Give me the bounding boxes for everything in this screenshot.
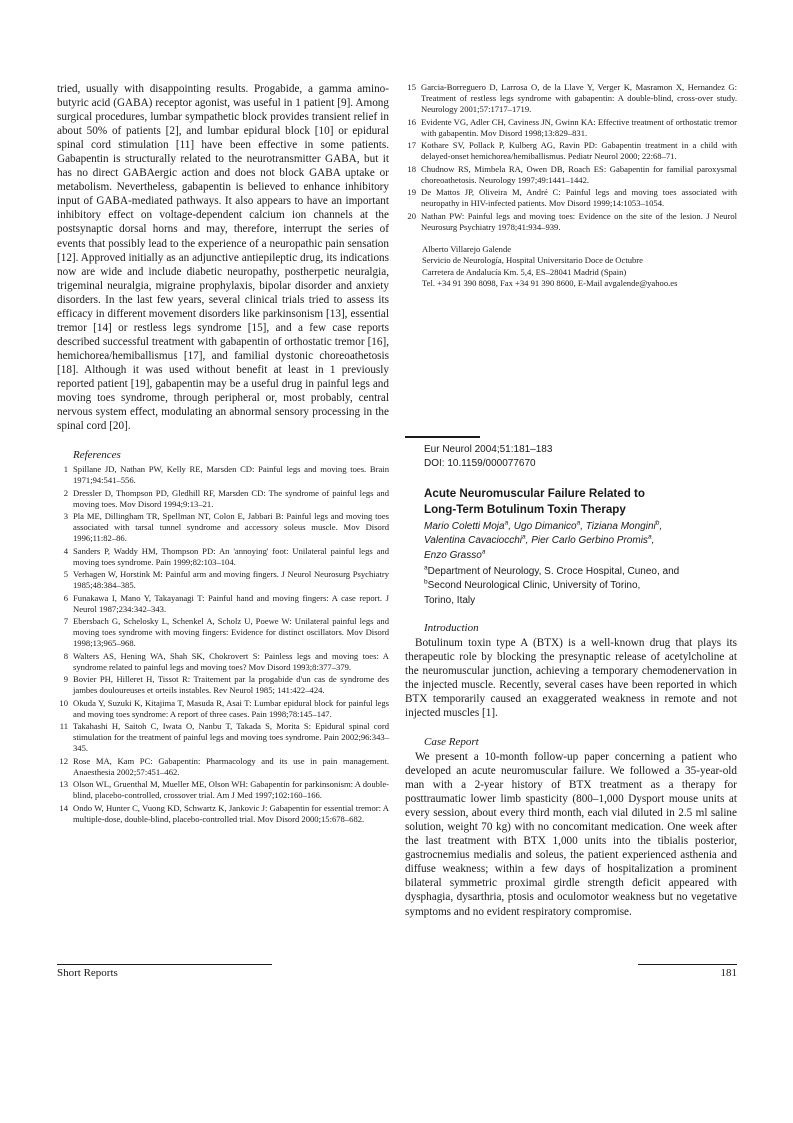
article-title: [424, 486, 724, 518]
reference-number: 4: [63, 545, 68, 556]
reference-number: 10: [59, 697, 68, 708]
case-report-heading: Case Report: [424, 736, 479, 748]
case-report-section: [405, 735, 737, 919]
citation-journal: Eur Neurol 2004;51:181–183: [424, 444, 553, 455]
reference-text: Okuda Y, Suzuki K, Kitajima T, Masuda R, Asai T: Lumbar epidural block for painful legs and moving toes syndrome: A report of three cases. Pain 1998;78:145–147.: [73, 697, 389, 719]
reference-text: Evidente VG, Adler CH, Caviness JN, Gwinn KA: Effective treatment of orthostatic tremor with gabapentin. Mov Disord 1998;13:829–831.: [421, 116, 737, 138]
reference-item: [57, 511, 389, 544]
affiliation-mark: a: [522, 533, 526, 541]
author-separator: ,: [651, 535, 655, 547]
affiliation-mark: a: [576, 519, 581, 527]
author-name: Tiziana Mongini: [585, 521, 656, 532]
reference-item: [405, 211, 737, 233]
reference-item: [57, 593, 389, 615]
footer-section-name: Short Reports: [57, 967, 118, 979]
author-name: Mario Coletti Moja: [424, 521, 505, 532]
reference-text: Nathan PW: Painful legs and moving toes: Evidence on the site of the lesion. J Neurol Neurosurg Psychiatry 1978;41:934–939.: [421, 210, 737, 232]
reference-list-continued: [405, 82, 737, 233]
reference-text: Pla ME, Dillingham TR, Spellman NT, Colon E, Jabbari B: Painful legs and moving toes associated with tarsal tunnel syndrome and accessory soleus muscle. Mov Disord 1996;11:82–86.: [73, 511, 389, 544]
reference-text: Rose MA, Kam PC: Gabapentin: Pharmacology and its use in pain management. Anaesthesia 2002;57:451–462.: [73, 755, 389, 777]
affiliation-line: [424, 579, 729, 593]
introduction-heading: Introduction: [424, 622, 479, 634]
author-name: Enzo Grasso: [424, 549, 482, 561]
reference-item: [57, 803, 389, 825]
author-name: Valentina Cavaciocchi: [424, 535, 523, 547]
reference-number: 9: [63, 674, 68, 685]
author-separator: ,: [659, 521, 663, 532]
introduction-text: Botulinum toxin type A (BTX) is a well-known drug that plays its therapeutic role by blocking the presynaptic release of acetylcholine at the neuromuscular junction, achieving a temporary chemodenervation in the injected muscle. Recently, several cases have been reported in which BTX temporarily caused an exaggerated weakness in remote and not injected muscles [1].: [405, 637, 737, 720]
body-paragraph: tried, usually with disappointing results. Progabide, a gamma aminobutyric acid (GABA) receptor agonist, was useful in 1 patient [9]. Among surgical procedures, lumbar sympathetic block provides transient relief in about 50% of patients [2], and lumbar epidural block [10] or epidural spinal cord stimulation [11] have been effective in some patients. Gabapentin is structurally related to the neurotransmitter GABA, but it has no direct GABAergic action and does not block GABA uptake or metabolism. Nevertheless, gabapentin is believed to enhance inhibitory input of GABA-mediated pathways. It also appears to have an important inhibitory effect on voltage-dependent calcium ion channels at the postsynaptic dorsal horns and may, therefore, interrupt the series of events that possibly lead to the experience of a neuropathic pain sensation [12]. Approved initially as an adjunctive antiepileptic drug, its indications now are wide and include diabetic neuropathy, postherpetic neuralgia, trigeminal neuralgia, migraine prophylaxis, bipolar disorder and anxiety disorders. In the last few years, several clinical trials tried to assess its efficacy in different movement disorders like parkinsonism [13], essential tremor [14] or restless legs syndrome [15], and a few case reports described successful treatment with gabapentin of orthostatic tremor [16], hemichorea/hemiballismus [17], and familial dystonic choreoathetosis [18]. Although it was used without benefit at least in 1 previously reported patient [19], gabapentin may be a useful drug in painful legs and moving toes syndrome, through peripheral or, most probably, central nervous system effect, modulating an abnormal sensory processing in the spinal cord [20].: [57, 83, 389, 433]
affiliation-mark: a: [424, 564, 428, 572]
left-column: [57, 82, 389, 826]
author-name: Ugo Dimanico: [513, 521, 577, 532]
affiliation-mark: b: [655, 519, 660, 527]
reference-number: 17: [407, 140, 416, 151]
reference-text: Ondo W, Hunter C, Vuong KD, Schwartz K, Jankovic J: Gabapentin for essential tremor: A multiple-dose, double-blind, placebo-controlled trial. Mov Disord 2000;15:678–682.: [73, 802, 389, 824]
signature-line: Servicio de Neurología, Hospital Universitario Doce de Octubre: [422, 255, 643, 266]
reference-item: [57, 651, 389, 673]
reference-text: De Mattos JP, Oliveira M, André C: Painful legs and moving toes associated with neuropathy in HIV-infected patients. Mov Disord 1999;14:1053–1054.: [421, 187, 737, 209]
reference-number: 3: [63, 511, 68, 522]
affiliation-mark: a: [647, 533, 652, 541]
reference-text: Bovier PH, Hilleret H, Tissot R: Traitement par la progabide d'un cas de syndrome des jambes douloureuses et orteils instables. Rev Neurol 1985; 141:422–424.: [73, 674, 389, 696]
reference-number: 2: [63, 487, 68, 498]
reference-text: Spillane JD, Nathan PW, Kelly RE, Marsden CD: Painful legs and moving toes. Brain 1971;94:541–556.: [73, 464, 389, 486]
reference-number: 8: [63, 650, 68, 661]
article-divider: [405, 436, 480, 438]
reference-number: 6: [63, 592, 68, 603]
signature-line: Tel. +34 91 390 8098, Fax +34 91 390 8600, E-Mail avgalende@yahoo.es: [422, 277, 678, 288]
reference-number: 15: [407, 82, 416, 92]
article-authors: [424, 520, 729, 563]
case-report-text: We present a 10-month follow-up paper concerning a patient who developed an acute neuromuscular failure. We followed a 35-year-old man with a 2-year history of BTX treatment as a therapy for posttraumatic lower limb spasticity (800–1,000 Dysport mouse units at every session, about every third month, each vial diluted in 2.5 ml saline solution, weight 70 kg) with no concomitant medication. One week after the last treatment with BTX 1,000 units into the tibialis posterior, gastrocnemius medialis and soleus, the patient experienced asthenia and diffuse weakness; within a few days of hospitalization a prominent bilateral symmetric proximal girdle strength deficit appeared with dysphagia, dysarthria, ptosis and oculomotor weakness but no vegetative symptoms and no evident respiratory compromise.: [405, 751, 737, 918]
reference-item: [405, 82, 737, 115]
reference-number: 19: [407, 187, 416, 198]
affiliation-line: [424, 565, 729, 579]
reference-item: [405, 187, 737, 209]
affiliation-mark: b: [424, 578, 428, 586]
reference-text: Verhagen W, Horstink M: Painful arm and moving fingers. J Neurol Neurosurg Psychiatry 1985;48:384–385.: [73, 569, 389, 591]
reference-item: [57, 779, 389, 801]
reference-text: Walters AS, Hening WA, Shah SK, Chokrovert S: Painless legs and moving toes: A syndrome related to painful legs and moving toes? Mov Disord 1993;8:377–379.: [73, 650, 389, 672]
affiliation-text: Second Neurological Clinic, University of Torino,: [427, 580, 641, 592]
footer-rule: [57, 964, 272, 965]
reference-number: 12: [59, 755, 68, 766]
article-title-line: Acute Neuromuscular Failure Related to: [424, 487, 645, 500]
reference-text: Chudnow RS, Mimbela RA, Owen DB, Roach ES: Gabapentin for familial paroxysmal choreoathetosis. Neurology 1997;49:1441–1442.: [421, 163, 737, 185]
page-number: 181: [720, 967, 737, 979]
reference-number: 1: [63, 464, 68, 475]
reference-number: 18: [407, 163, 416, 174]
affiliation-text: Department of Neurology, S. Croce Hospital, Cuneo, and: [427, 566, 680, 577]
author-separator: ,: [525, 535, 532, 547]
references-heading: References: [73, 449, 121, 462]
reference-text: Funakawa I, Mano Y, Takayanagi T: Painful hand and moving fingers: A case report. J Neurol 1987;234:342–343.: [73, 592, 389, 614]
reference-number: 7: [63, 616, 68, 627]
reference-item: [57, 674, 389, 696]
reference-text: Dressler D, Thompson PD, Gledhill RF, Marsden CD: The syndrome of painful legs and moving toes. Mov Disord 1994;9:13–21.: [73, 487, 389, 509]
author-separator: ,: [580, 521, 586, 532]
reference-list: [57, 464, 389, 825]
reference-text: Olson WL, Gruenthal M, Mueller ME, Olson WH: Gabapentin for parkinsonism: A double-blind, placebo-controlled, crossover trial. Am J Med 1997;102:160–166.: [73, 779, 389, 801]
reference-item: [405, 140, 737, 162]
reference-text: Kothare SV, Pollack P, Kulberg AG, Ravin PD: Gabapentin treatment in a child with delayed-onset hemichorea/hemiballismus. Pediatr Neurol 2000; 22:68–71.: [421, 140, 737, 162]
reference-number: 14: [59, 802, 68, 813]
signature-line: Carretera de Andalucía Km. 5,4, ES–28041 Madrid (Spain): [422, 266, 627, 277]
citation-doi: DOI: 10.1159/000077670: [424, 457, 536, 469]
author-name: Pier Carlo Gerbino Promis: [531, 535, 648, 547]
reference-number: 20: [407, 210, 416, 221]
affiliation-mark: a: [481, 548, 486, 556]
article-citation: [424, 443, 552, 470]
introduction-section: [405, 621, 737, 720]
reference-item: [57, 698, 389, 720]
reference-text: Sanders P, Waddy HM, Thompson PD: An 'annoying' foot: Unilateral painful legs and moving toes syndrome. Pain 1999;82:103–104.: [73, 545, 389, 567]
reference-item: [57, 616, 389, 649]
reference-item: [57, 569, 389, 591]
correspondence-signature: [422, 244, 737, 290]
reference-item: [57, 546, 389, 568]
right-column: [405, 82, 737, 289]
signature-name: Alberto Villarejo Galende: [422, 243, 512, 254]
reference-number: 16: [407, 116, 416, 127]
footer-rule: [638, 964, 737, 965]
affiliation-city: Torino, Italy: [424, 594, 476, 606]
reference-number: 11: [59, 721, 68, 732]
article-affiliations: [424, 565, 729, 608]
reference-text: Garcia-Borreguero D, Larrosa O, de la Llave Y, Verger K, Masramon X, Hernandez G: Treatment of restless legs syndrome with gabapentin: A double-blind, cross-over study. Neurology 2001;57:1717–1719.: [421, 82, 737, 115]
reference-item: [57, 721, 389, 754]
affiliation-mark: a: [504, 519, 509, 527]
reference-number: 13: [59, 779, 68, 790]
reference-number: 5: [63, 569, 68, 580]
reference-text: Takahashi H, Saitoh C, Iwata O, Nanbu T, Takada S, Morita S: Epidural spinal cord stimulation for the treatment of painful legs and moving toes syndrome. Pain 2002;96:343–345.: [73, 721, 389, 754]
reference-item: [57, 756, 389, 778]
reference-item: [405, 164, 737, 186]
article-title-line: Long-Term Botulinum Toxin Therapy: [424, 503, 626, 516]
reference-item: [405, 117, 737, 139]
reference-text: Ebersbach G, Schelosky L, Schenkel A, Scholz U, Poewe W: Unilateral painful legs and moving toes syndrome with moving fingers: Evidence for distinct oscillators. Mov Disord 1998;13;965–968.: [73, 616, 389, 649]
reference-item: [57, 488, 389, 510]
author-separator: ,: [508, 521, 514, 532]
reference-item: [57, 464, 389, 486]
